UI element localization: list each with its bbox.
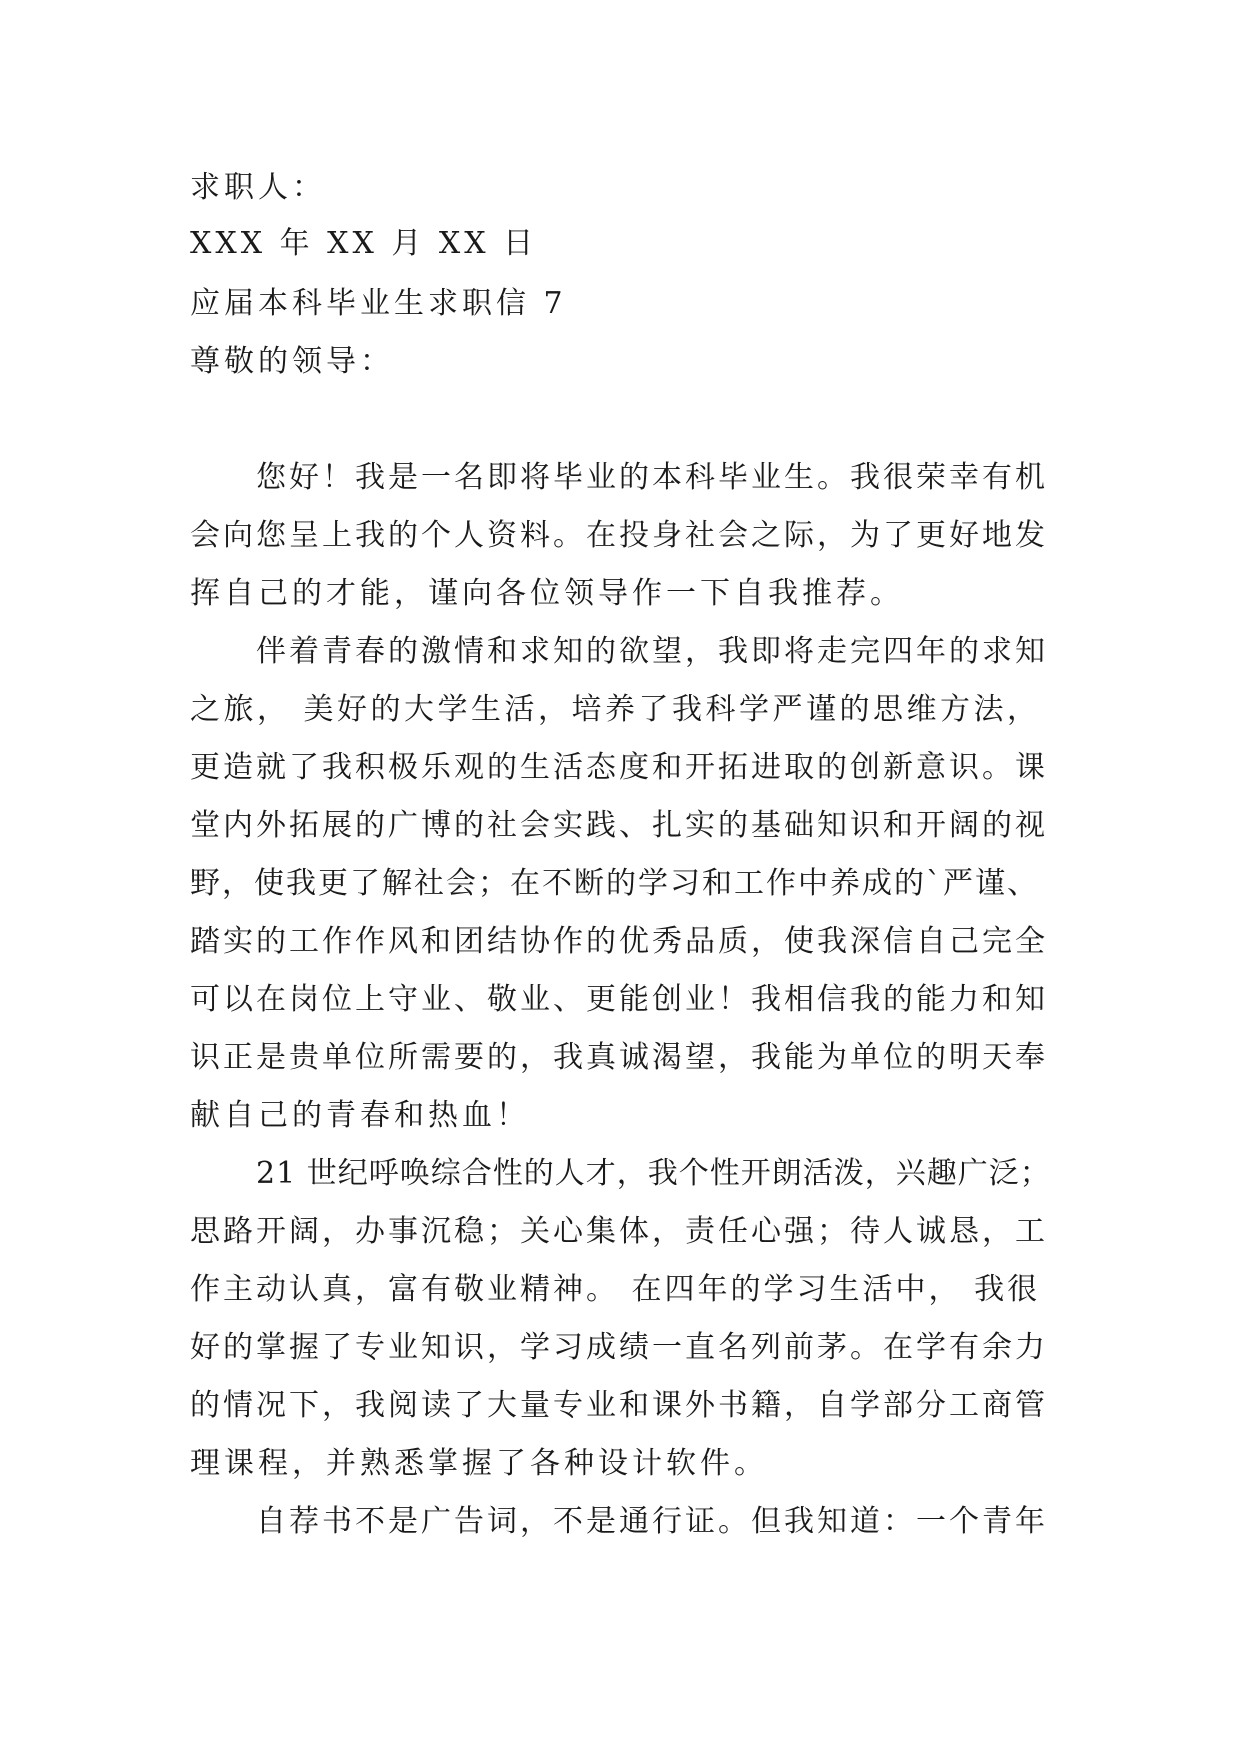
paragraph-line: 挥自己的才能，谨向各位领导作一下自我推荐。 [190, 576, 904, 611]
paragraph-line: 理课程，并熟悉掌握了各种设计软件。 [190, 1446, 768, 1481]
document-title: 应届本科毕业生求职信 7 [190, 286, 567, 321]
paragraph-line: 献自己的青春和热血！ [190, 1098, 530, 1133]
applicant-label: 求职人： [190, 170, 326, 205]
paragraph-line: 自荐书不是广告词，不是通行证。但我知道：一个青年 [256, 1504, 1048, 1539]
paragraph-line: 作主动认真，富有敬业精神。 在四年的学习生活中， 我很 [190, 1272, 1041, 1307]
paragraph-line: 之旅， 美好的大学生活，培养了我科学严谨的思维方法， [190, 692, 1041, 727]
salutation: 尊敬的领导： [190, 344, 394, 379]
paragraph-line: 可以在岗位上守业、敬业、更能创业！我相信我的能力和知 [190, 982, 1048, 1017]
paragraph-line: 野，使我更了解社会；在不断的学习和工作中养成的`严谨、 [190, 866, 1039, 901]
paragraph-line: 伴着青春的激情和求知的欲望，我即将走完四年的求知 [256, 634, 1048, 669]
paragraph-line: 思路开阔，办事沉稳；关心集体，责任心强；待人诚恳，工 [190, 1214, 1048, 1249]
letter-date: XXX 年 XX 月 XX 日 [190, 226, 538, 261]
paragraph-line: 更造就了我积极乐观的生活态度和开拓进取的创新意识。课 [190, 750, 1048, 785]
paragraph-line: 好的掌握了专业知识，学习成绩一直名列前茅。在学有余力 [190, 1330, 1048, 1365]
paragraph-line: 堂内外拓展的广博的社会实践、扎实的基础知识和开阔的视 [190, 808, 1048, 843]
paragraph-line: 21 世纪呼唤综合性的人才，我个性开朗活泼，兴趣广泛； [256, 1156, 1051, 1191]
paragraph-line: 您好！我是一名即将毕业的本科毕业生。我很荣幸有机 [256, 460, 1048, 495]
paragraph-line: 会向您呈上我的个人资料。在投身社会之际，为了更好地发 [190, 518, 1048, 553]
paragraph-line: 的情况下，我阅读了大量专业和课外书籍，自学部分工商管 [190, 1388, 1048, 1423]
paragraph-line: 踏实的工作作风和团结协作的优秀品质，使我深信自己完全 [190, 924, 1048, 959]
paragraph-line: 识正是贵单位所需要的，我真诚渴望，我能为单位的明天奉 [190, 1040, 1048, 1075]
